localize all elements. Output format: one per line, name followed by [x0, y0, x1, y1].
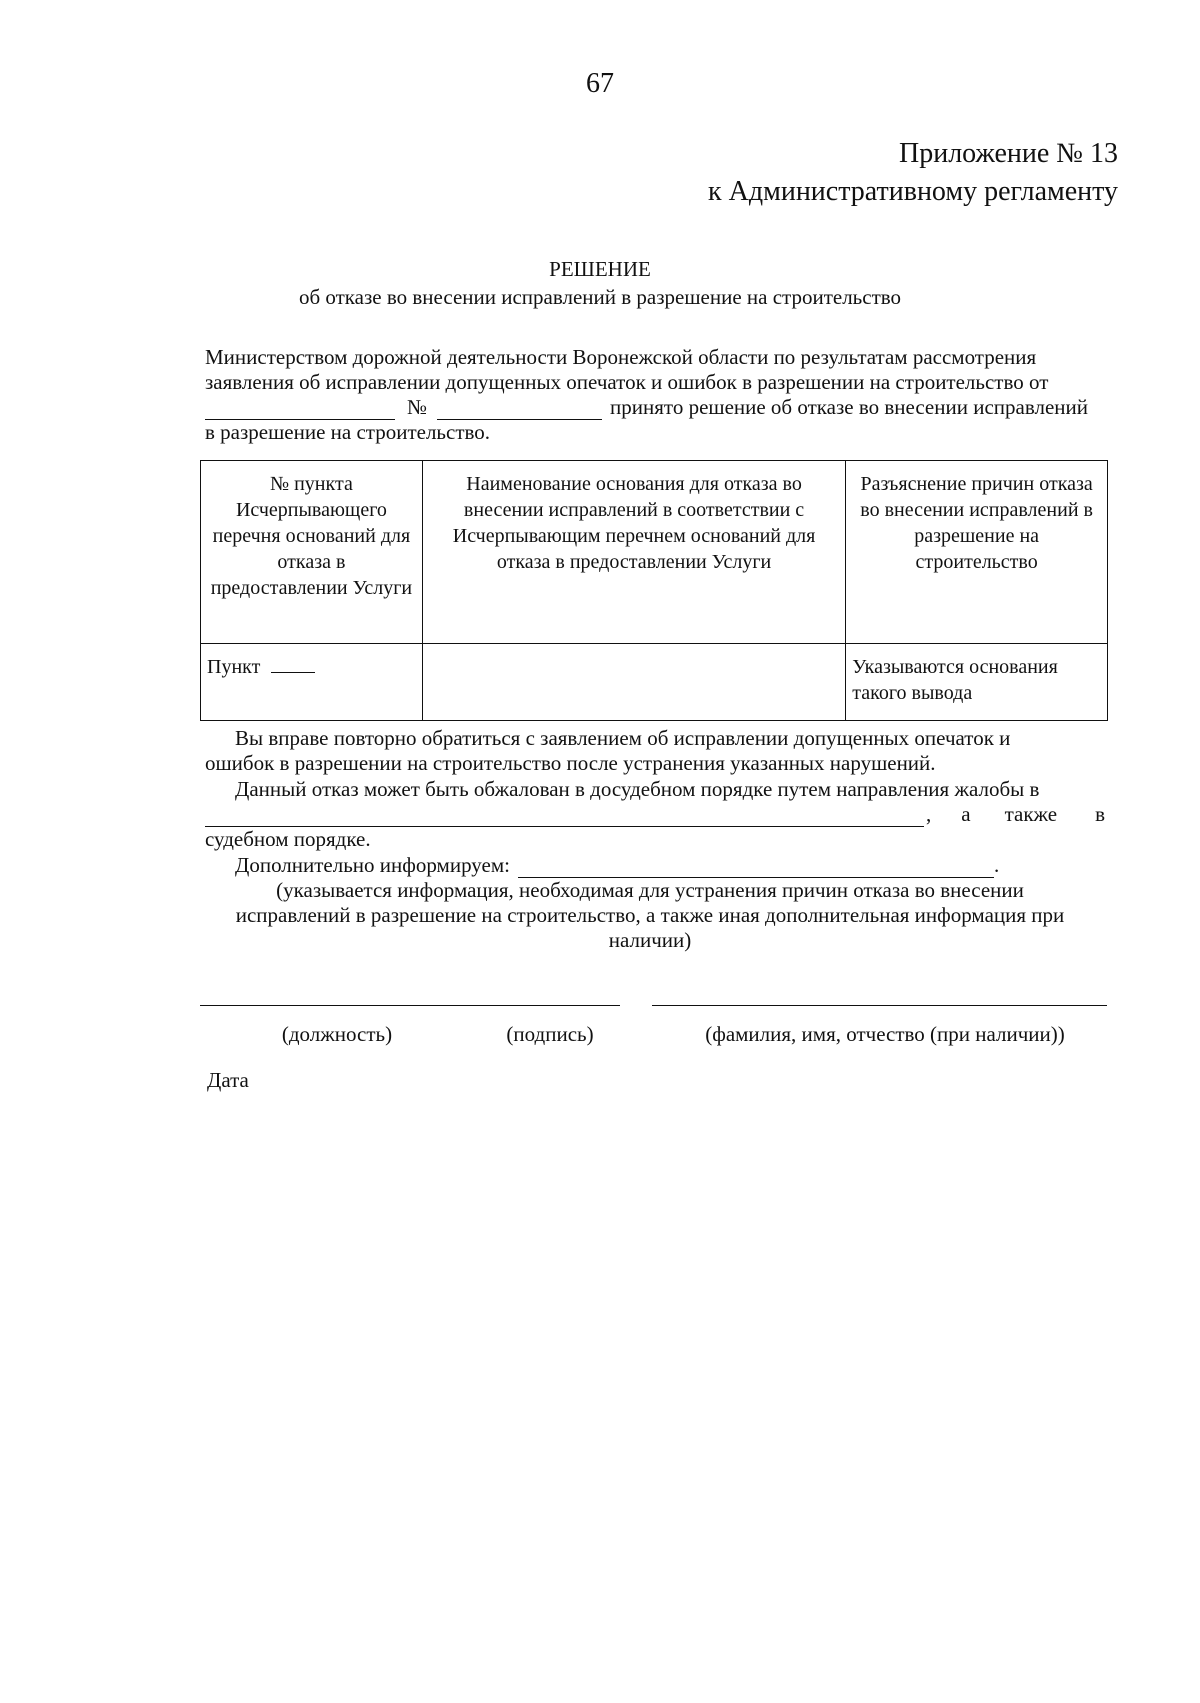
appeal-line-1: Данный отказ может быть обжалован в досудебном порядке путем направления жалобы в: [235, 777, 1040, 801]
header-explanation: Разъяснение причин отказа во внесении исправлений в разрешение на строительство: [846, 461, 1108, 644]
note-line-3: наличии): [608, 928, 692, 952]
appeal-paragraph: [205, 777, 1105, 852]
appeal-word-v: в: [1095, 802, 1105, 826]
repeat-line-1: Вы вправе повторно обратиться с заявлением об исправлении допущенных опечаток и: [235, 726, 1011, 750]
info-period: .: [993, 853, 1000, 877]
page-number: 67: [586, 68, 614, 99]
cell-point: [201, 644, 423, 721]
signature-line-right: [652, 1005, 1107, 1006]
name-caption: (фамилия, имя, отчество (при наличии)): [705, 1022, 1065, 1046]
number-sign: №: [407, 395, 428, 419]
title-subheading: об отказе во внесении исправлений в разрешение на строительство: [298, 285, 902, 309]
cell-reason-name: [422, 644, 845, 721]
appeal-comma: ,: [925, 802, 932, 826]
appendix-number: Приложение № 13: [899, 138, 1118, 169]
info-note: [200, 878, 1100, 953]
intro-line-3: [205, 395, 1105, 420]
point-label: Пункт: [207, 656, 261, 678]
cell-explanation: Указываются основания такого вывода: [846, 644, 1108, 721]
point-blank: [271, 654, 315, 673]
signature-caption: (подпись): [506, 1022, 594, 1046]
header-reason-name: Наименование основания для отказа во внесении исправлений в соответствии с Исчерпывающим перечнем оснований для отказа в предоставлении Услуги: [422, 461, 845, 644]
appendix-reference: к Административному регламенту: [708, 176, 1118, 207]
date-blank: [205, 401, 395, 420]
repeat-line-2: ошибок в разрешении на строительство после устранения указанных нарушений.: [205, 751, 936, 775]
intro-line-2: заявления об исправлении допущенных опечаток и ошибок в разрешении на строительство от: [205, 370, 1049, 394]
table-header-row: [201, 461, 1108, 644]
intro-paragraph: [205, 345, 1105, 445]
appeal-line-3: судебном порядке.: [205, 827, 371, 851]
info-line: [235, 853, 1095, 878]
intro-line-4: в разрешение на строительство.: [205, 420, 491, 444]
repeat-paragraph: [205, 726, 1105, 776]
appeal-word-a: а: [961, 802, 971, 826]
table-row: [201, 644, 1108, 721]
title-heading: РЕШЕНИЕ: [549, 257, 651, 281]
date-label: Дата: [207, 1068, 249, 1092]
authority-blank: [205, 808, 924, 827]
document-title: [0, 255, 1200, 311]
appeal-line-2: [205, 802, 1105, 827]
note-line-1: (указывается информация, необходимая для устранения причин отказа во внесении: [276, 878, 1024, 902]
appeal-word-takzhe: также: [1004, 802, 1058, 826]
header-point-number: № пункта Исчерпывающего перечня оснований для отказа в предоставлении Услуги: [201, 461, 423, 644]
position-caption: (должность): [281, 1022, 393, 1046]
number-blank: [437, 401, 602, 420]
reasons-table: [200, 460, 1108, 721]
intro-line-1: Министерством дорожной деятельности Воронежской области по результатам рассмотрения: [205, 345, 1037, 369]
intro-line-3-text: принято решение об отказе во внесении исправлений: [610, 395, 1088, 419]
info-blank: [518, 859, 994, 878]
note-line-2: исправлений в разрешение на строительство, а также иная дополнительная информация при: [235, 903, 1065, 927]
info-label: Дополнительно информируем:: [235, 853, 510, 877]
appendix-header: [708, 135, 1118, 211]
signature-line-left: [200, 1005, 620, 1006]
